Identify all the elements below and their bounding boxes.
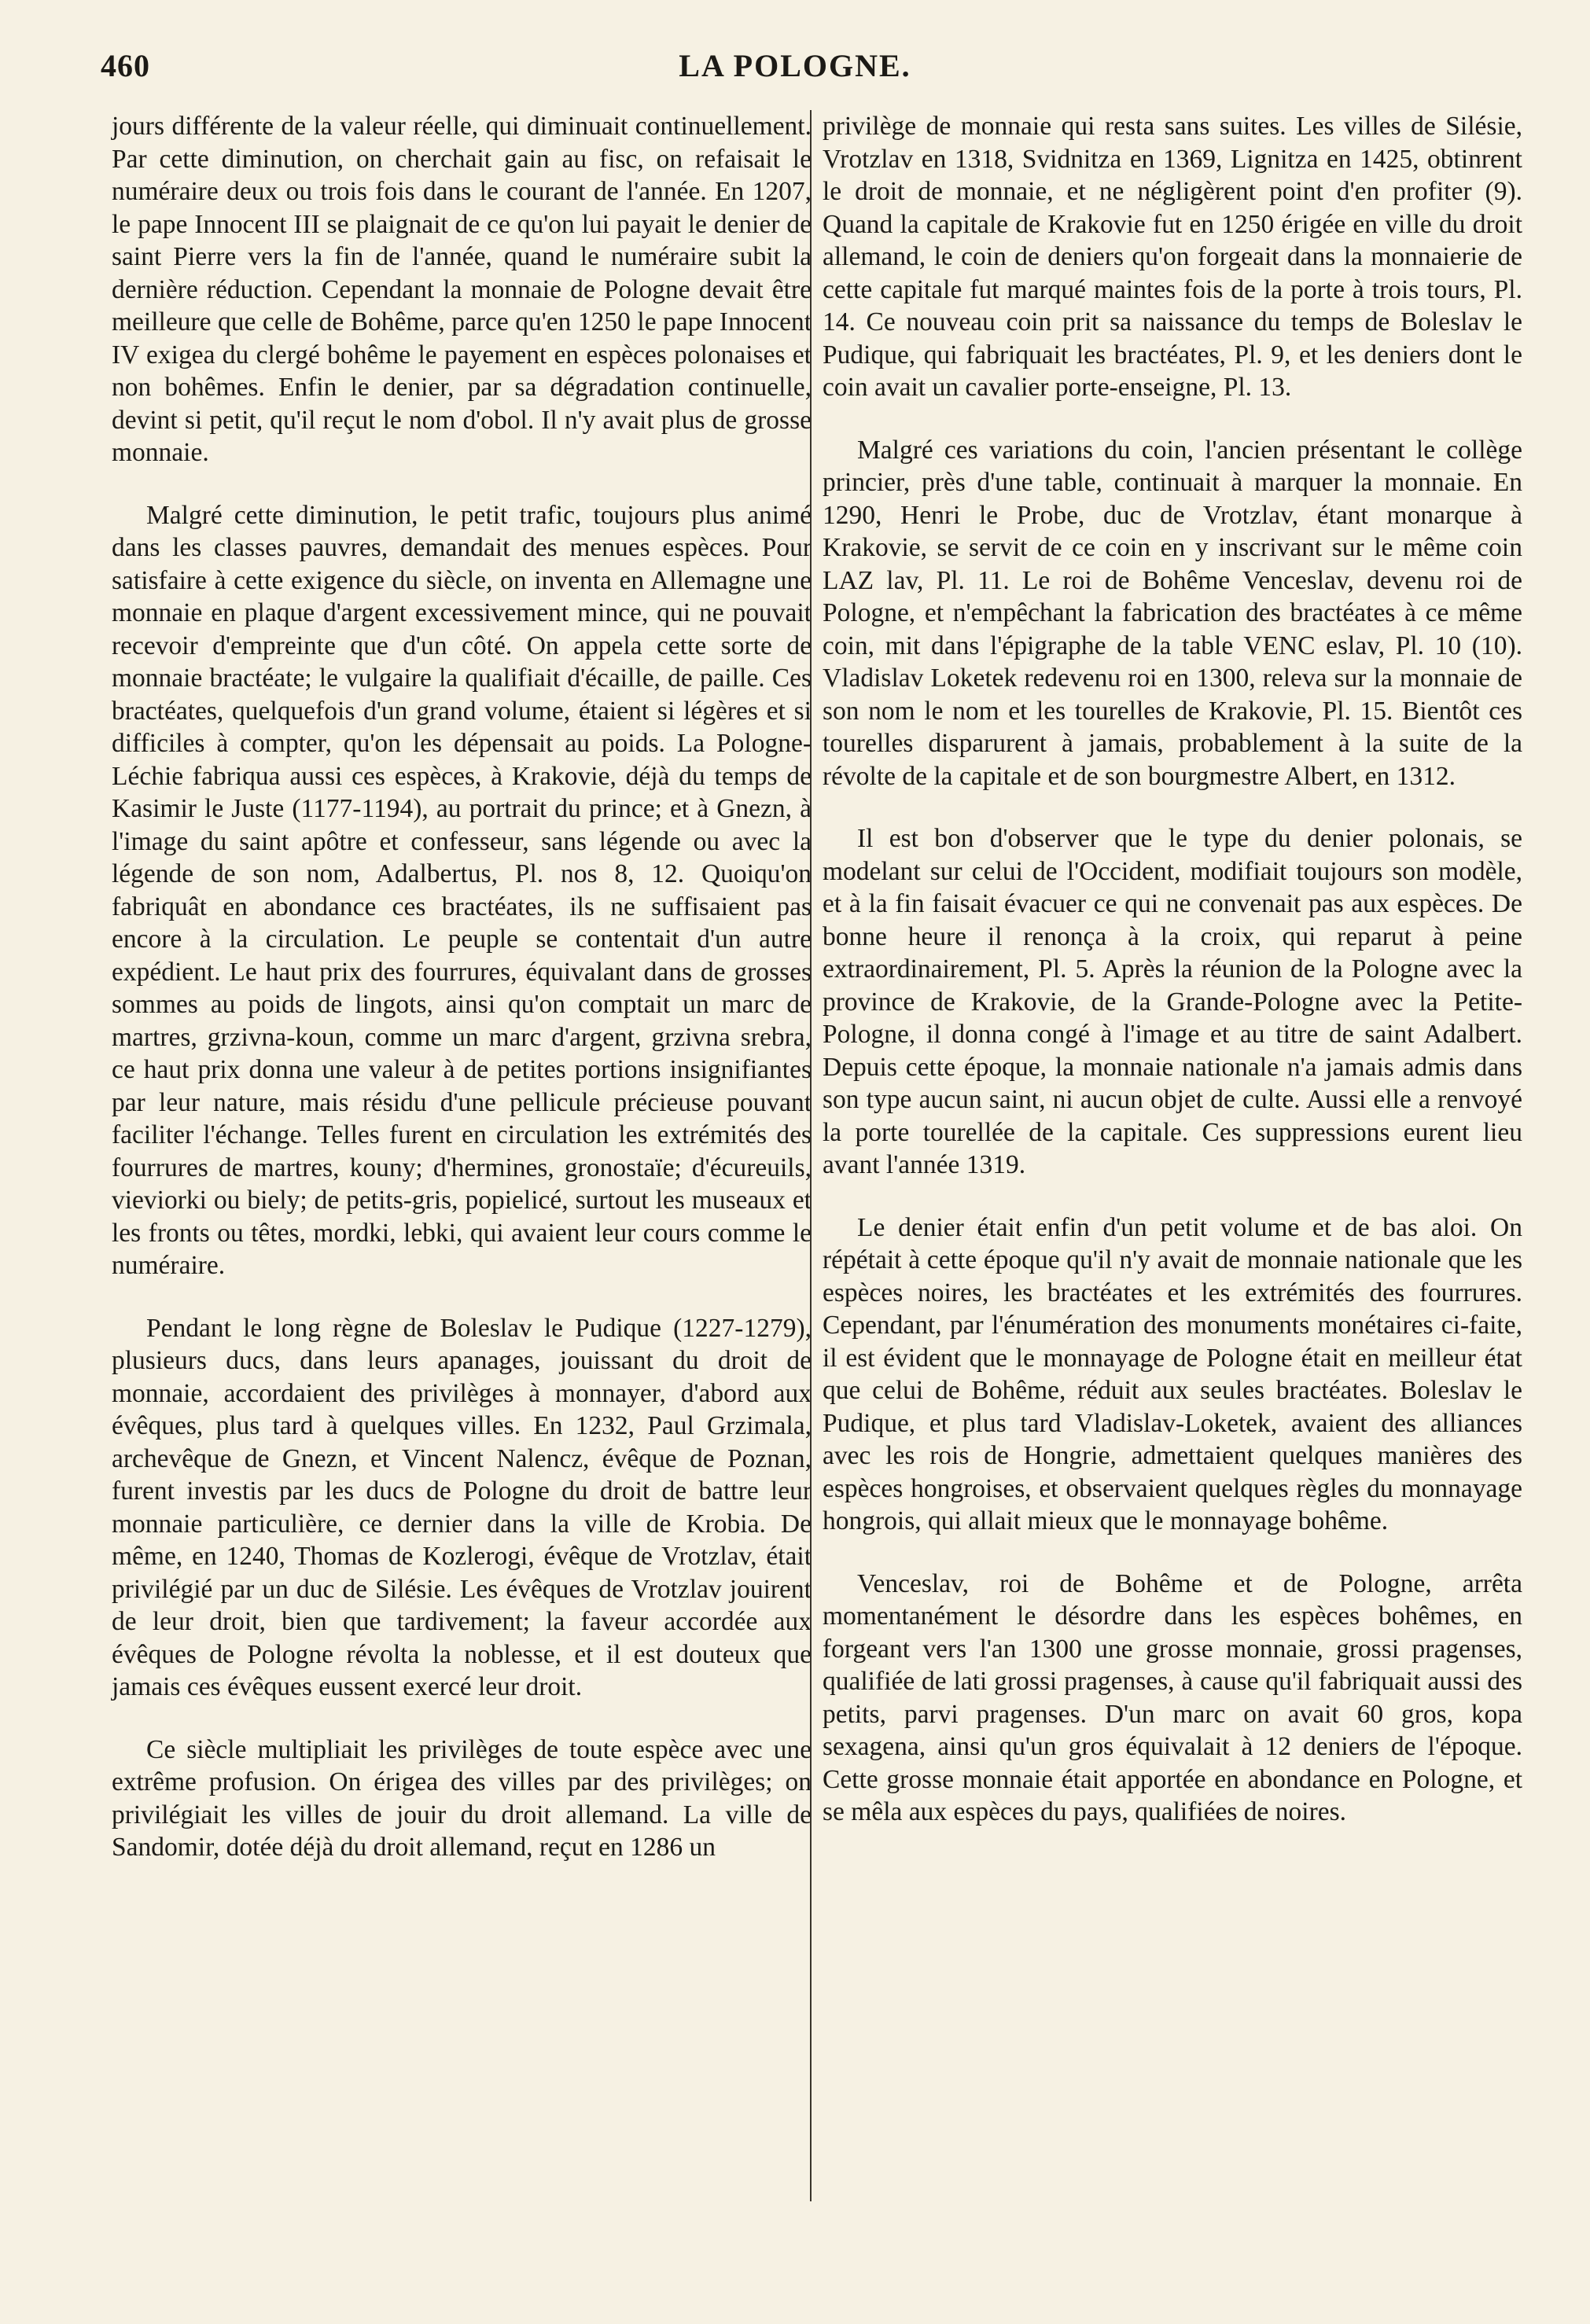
paragraph: Le denier était enfin d'un petit volume et de bas aloi. On répétait à cette époque qu'il n'y avait de monnaie nationale que les espèces noires, les bractéates et les extrémités des fourrures. Cependant, par l'énumération des monuments monétaires ci-faite, il est évident que le monnayage de Pologne était en meilleur état que celui de Bohême, réduit aux seules bractéates. Boleslav le Pudique, et plus tard Vladislav-Loketek, avaient des alliances avec les rois de Hongrie, admettaient quelques manières des espèces hongroises, et observaient quelques règles du monnayage hongrois, qui allait mieux que le monnayage bohême.: [823, 1212, 1529, 1535]
paragraph: Venceslav, roi de Bohême et de Pologne, arrêta momentanément le désordre dans les espèces bohêmes, en forgeant vers l'an 1300 une grosse monnaie, grossi pragenses, qualifiée de lati grossi pragenses, à cause qu'il fabriquait aussi des petits, parvi pragenses. D'un marc on avait 60 gros, kopa sexagena, ainsi qu'un gros équivalait à 12 deniers de l'époque. Cette grosse monnaie était apportée en abondance en Pologne, et se mêla aux espèces du pays, qualifiées de noires.: [823, 1568, 1529, 1826]
paragraph: Ce siècle multipliait les privilèges de toute espèce avec une extrême profusion. On érigea des villes par des privilèges; on privilégiait les villes de jouir du droit allemand. La ville de Sandomir, dotée déjà du droit allemand, reçut en 1286 un: [112, 1734, 819, 1862]
paragraph: Pendant le long règne de Boleslav le Pudique (1227-1279), plusieurs ducs, dans leurs apanages, jouissant du droit de monnaie, accordaient des privilèges à monnayer, d'abord aux évêques, plus tard à quelques villes. En 1232, Paul Grzimala, archevêque de Gnezn, et Vincent Nalencz, évêque de Poznan, furent investis par les ducs de Pologne du droit de battre leur monnaie particulière, ce dernier dans la ville de Krobia. De même, en 1240, Thomas de Kozlerogi, évêque de Vrotzlav, était privilégié par un duc de Silésie. Les évêques de Vrotzlav jouirent de leur droit, bien que tardivement; la faveur accordée aux évêques de Pologne révolta la noblesse, et il est douteux que jamais ces évêques eussent exercé leur droit.: [112, 1313, 819, 1701]
right-column: [823, 110, 1529, 1859]
paragraph: Il est bon d'observer que le type du denier polonais, se modelant sur celui de l'Occident, modifiait toujours son modèle, et à la fin faisait évacuer ce qui ne convenait pas aux espèces. De bonne heure il renonça à la croix, qui reparut à peine extraordinairement, Pl. 5. Après la réunion de la Pologne avec la province de Krakovie, de la Grande-Pologne avec la Petite-Pologne, il donna congé à l'image et au titre de saint Adalbert. Depuis cette époque, la monnaie nationale n'a jamais admis dans son type aucun saint, ni aucun objet de culte. Aussi elle a renvoyé la porte tourellée de la capitale. Ces suppressions eurent lieu avant l'année 1319.: [823, 824, 1529, 1179]
left-column: [112, 110, 819, 1894]
page-header: [0, 47, 1590, 94]
running-title: LA POLOGNE.: [679, 48, 911, 83]
page-number: 460: [101, 48, 150, 83]
paragraph: privilège de monnaie qui resta sans suites. Les villes de Silésie, Vrotzlav en 1318, Svidnitza en 1369, Lignitza en 1425, obtinrent le droit de monnaie, et ne négligèrent point d'en profiter (9). Quand la capitale de Krakovie fut en 1250 érigée en ville du droit allemand, le coin de deniers qu'on forgeait dans la monnaierie de cette capitale fut marqué maintes fois de la porte à trois tours, Pl. 14. Ce nouveau coin prit sa naissance du temps de Boleslav le Pudique, qui fabriquait les bractéates, Pl. 9, et les deniers dont le coin avait un cavalier porte-enseigne, Pl. 13.: [823, 112, 1529, 402]
column-divider: [810, 110, 812, 2201]
paragraph: Malgré cette diminution, le petit trafic, toujours plus animé dans les classes pauvres, demandait des menues espèces. Pour satisfaire à cette exigence du siècle, on inventa en Allemagne une monnaie en plaque d'argent excessivement mince, qui ne pouvait recevoir d'empreinte que d'un côté. On appela cette sorte de monnaie bractéate; le vulgaire la qualifiait d'écaille, de paille. Ces bractéates, quelquefois d'un grand volume, étaient si légères et si difficiles à compter, qu'on les dépensait au poids. La Pologne-Léchie fabriqua aussi ces espèces, à Krakovie, déjà du temps de Kasimir le Juste (1177-1194), au portrait du prince; et à Gnezn, à l'image du saint apôtre et confesseur, sans légende ou avec la légende de son nom, Adalbertus, Pl. nos 8, 12. Quoiqu'on fabriquât en abondance ces bractéates, ils ne suffisaient pas encore à la circulation. Le peuple se contentait d'un autre expédient. Le haut prix des fourrures, équivalant dans de grosses sommes au poids de lingots, ainsi qu'on comptait un marc de martres, grzivna-koun, comme un marc d'argent, grzivna srebra, ce haut prix donna une valeur à de petites portions insignifiantes par leur nature, mais résidu d'une pellicule précieuse pouvant faciliter l'échange. Telles furent en circulation les extrémités des fourrures de martres, kouny; d'hermines, gronostaïe; d'écureuils, vieviorki ou biely; de petits-gris, popielicé, surtout les museaux et les fronts ou têtes, mordki, lebki, qui avaient leur cours comme le numéraire.: [112, 500, 819, 1280]
paragraph: Malgré ces variations du coin, l'ancien présentant le collège princier, près d'une table, continuait à marquer la monnaie. En 1290, Henri le Probe, duc de Vrotzlav, étant monarque à Krakovie, se servit de ce coin en y inscrivant sur le même coin LAZ lav, Pl. 11. Le roi de Bohême Venceslav, devenu roi de Pologne, et n'empêchant la fabrication des bractéates à ce même coin, mit dans l'épigraphe de la table VENC eslav, Pl. 10 (10). Vladislav Loketek redevenu roi en 1300, releva sur la monnaie de son nom le nom et les tourelles de Krakovie, Pl. 15. Bientôt ces tourelles disparurent à jamais, probablement à la suite de la révolte de la capitale et de son bourgmestre Albert, en 1312.: [823, 435, 1529, 791]
paragraph: jours différente de la valeur réelle, qui diminuait continuellement. Par cette diminution, on cherchait gain au fisc, on refaisait le numéraire deux ou trois fois dans le courant de l'année. En 1207, le pape Innocent III se plaignait de ce qu'on lui payait le denier de saint Pierre vers la fin de l'année, quand le numéraire subit la dernière réduction. Cependant la monnaie de Pologne devait être meilleure que celle de Bohême, parce qu'en 1250 le pape Innocent IV exigea du clergé bohême le payement en espèces polonaises et non bohêmes. Enfin le denier, par sa dégradation continuelle, devint si petit, qu'il reçut le nom d'obol. Il n'y avait plus de grosse monnaie.: [112, 112, 819, 467]
